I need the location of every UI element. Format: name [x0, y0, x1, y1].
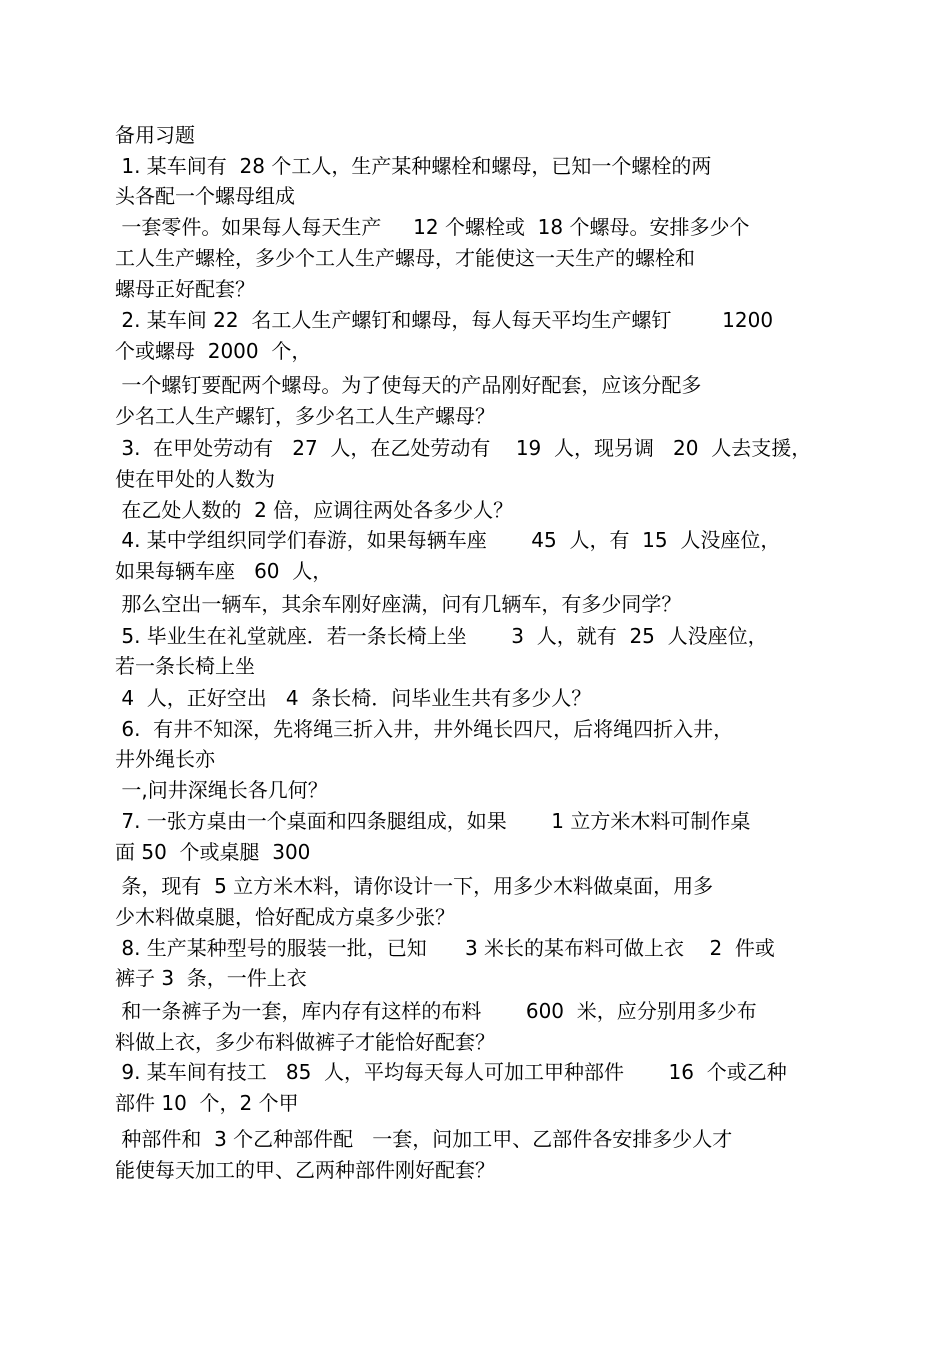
text-line: 头各配一个螺母组成 [115, 184, 295, 208]
text-line: 螺母正好配套？ [115, 277, 255, 301]
text-line: 5. 毕业生在礼堂就座．若一条长椅上坐 3 人，就有 25 人没座位， [115, 624, 768, 648]
text-line: 如果每辆车座 60 人， [115, 559, 333, 583]
text-line: 条，现有 5 立方米木料，请你设计一下，用多少木料做桌面，用多 [115, 874, 714, 898]
text-line: 能使每天加工的甲、乙两种部件刚好配套？ [115, 1158, 495, 1182]
text-line: 个或螺母 2000 个， [115, 339, 312, 363]
text-line: 少名工人生产螺钉，多少名工人生产螺母？ [115, 404, 495, 428]
text-line: 裤子 3 条，一件上衣 [115, 966, 307, 990]
text-line: 和一条裤子为一套，库内存有这样的布料 600 米，应分别用多少布 [115, 999, 757, 1023]
text-line: 面 50 个或桌腿 300 [115, 840, 311, 864]
text-line: 种部件和 3 个乙种部件配 一套，问加工甲、乙部件各安排多少人才 [115, 1127, 733, 1151]
text-line: 料做上衣，多少布料做裤子才能恰好配套？ [115, 1030, 495, 1054]
text-line: 在乙处人数的 2 倍，应调往两处各多少人？ [115, 498, 514, 522]
text-line: 8. 生产某种型号的服装一批，已知 3 米长的某布料可做上衣 2 件或 [115, 936, 775, 960]
text-line: 2. 某车间 22 名工人生产螺钉和螺母，每人每天平均生产螺钉 1200 [115, 308, 774, 332]
text-line: 少木料做桌腿，恰好配成方桌多少张？ [115, 905, 455, 929]
text-line: 3. 在甲处劳动有 27 人，在乙处劳动有 19 人，现另调 20 人去支援， [115, 436, 812, 460]
document-title: 备用习题 [115, 123, 195, 147]
text-line: 工人生产螺栓，多少个工人生产螺母，才能使这一天生产的螺栓和 [115, 246, 695, 270]
text-line: 部件 10 个，2 个甲 [115, 1091, 299, 1115]
text-line: 1. 某车间有 28 个工人，生产某种螺栓和螺母，已知一个螺栓的两 [115, 154, 712, 178]
text-line: 一,问井深绳长各几何？ [115, 778, 328, 802]
text-line: 一套零件。如果每人每天生产 12 个螺栓或 18 个螺母。安排多少个 [115, 215, 750, 239]
text-line: 9. 某车间有技工 85 人，平均每天每人可加工甲种部件 16 个或乙种 [115, 1060, 787, 1084]
text-line: 一个螺钉要配两个螺母。为了使每天的产品刚好配套，应该分配多 [115, 373, 702, 397]
text-line: 使在甲处的人数为 [115, 467, 275, 491]
text-line: 4. 某中学组织同学们春游，如果每辆车座 45 人，有 15 人没座位， [115, 528, 781, 552]
text-line: 若一条长椅上坐 [115, 654, 255, 678]
text-line: 4 人，正好空出 4 条长椅．问毕业生共有多少人？ [115, 686, 592, 710]
text-line: 井外绳长亦 [115, 747, 215, 771]
text-line: 7. 一张方桌由一个桌面和四条腿组成，如果 1 立方米木料可制作桌 [115, 809, 751, 833]
text-line: 6. 有井不知深，先将绳三折入井，井外绳长四尺，后将绳四折入井， [115, 717, 734, 741]
text-line: 那么空出一辆车，其余车刚好座满，问有几辆车，有多少同学？ [115, 592, 682, 616]
